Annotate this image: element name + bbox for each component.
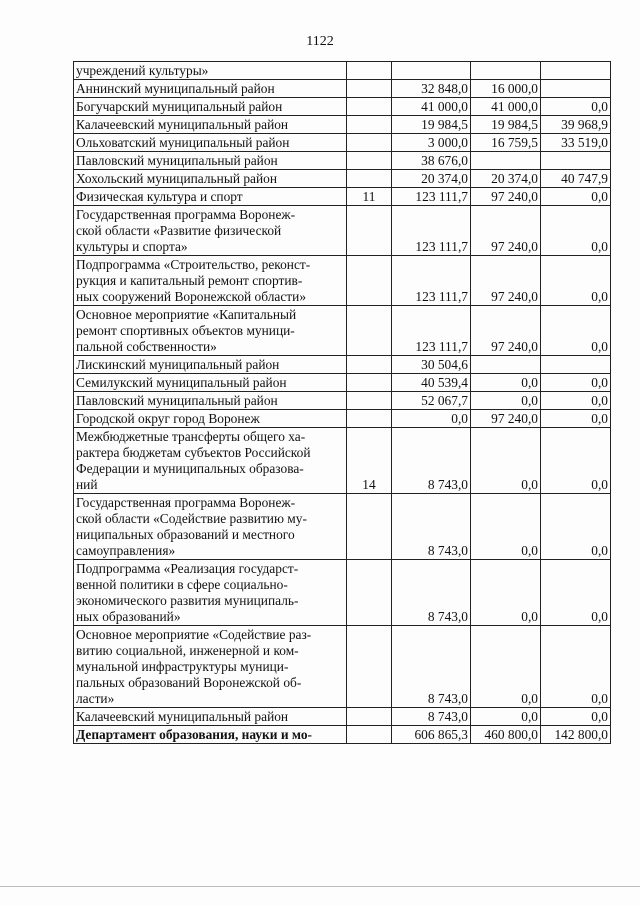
table-row xyxy=(74,188,611,206)
row-value-1-cell: 123 111,7 xyxy=(392,306,471,356)
table-row xyxy=(74,170,611,188)
row-value-3-cell: 0,0 xyxy=(541,708,611,726)
row-value-2-cell: 97 240,0 xyxy=(471,306,541,356)
row-name-cell: Калачеевский муниципальный район xyxy=(74,116,347,134)
table-row xyxy=(74,134,611,152)
row-value-3-cell xyxy=(541,356,611,374)
row-value-2-cell: 97 240,0 xyxy=(471,206,541,256)
table-row xyxy=(74,356,611,374)
table-row xyxy=(74,494,611,560)
row-code-cell xyxy=(347,356,392,374)
row-value-1-cell: 30 504,6 xyxy=(392,356,471,374)
row-value-2-cell: 0,0 xyxy=(471,494,541,560)
row-value-3-cell: 0,0 xyxy=(541,410,611,428)
row-value-1-cell: 606 865,3 xyxy=(392,726,471,744)
table-row xyxy=(74,560,611,626)
row-code-cell xyxy=(347,256,392,306)
row-value-3-cell: 0,0 xyxy=(541,626,611,708)
row-code-cell: 11 xyxy=(347,188,392,206)
row-name-cell: Подпрограмма «Реализация государст- венной политики в сфере социально- экономического развития муниципаль- ных образований» xyxy=(74,560,347,626)
row-value-3-cell xyxy=(541,152,611,170)
row-value-2-cell xyxy=(471,152,541,170)
row-value-1-cell: 19 984,5 xyxy=(392,116,471,134)
row-value-1-cell: 123 111,7 xyxy=(392,206,471,256)
row-value-1-cell: 123 111,7 xyxy=(392,256,471,306)
row-value-2-cell: 0,0 xyxy=(471,560,541,626)
row-name-cell: Государственная программа Воронеж- ской области «Содействие развитию му- ниципальных образований и местного самоуправления» xyxy=(74,494,347,560)
row-value-1-cell: 8 743,0 xyxy=(392,626,471,708)
row-name-cell: Хохольский муниципальный район xyxy=(74,170,347,188)
budget-table xyxy=(73,61,611,744)
table-row xyxy=(74,708,611,726)
row-value-3-cell: 0,0 xyxy=(541,428,611,494)
row-code-cell xyxy=(347,726,392,744)
row-code-cell xyxy=(347,62,392,80)
table-row xyxy=(74,206,611,256)
row-value-2-cell: 0,0 xyxy=(471,428,541,494)
row-value-2-cell: 16 000,0 xyxy=(471,80,541,98)
row-value-1-cell: 8 743,0 xyxy=(392,560,471,626)
row-value-2-cell: 19 984,5 xyxy=(471,116,541,134)
row-value-2-cell: 16 759,5 xyxy=(471,134,541,152)
table-row xyxy=(74,428,611,494)
row-code-cell xyxy=(347,80,392,98)
table-row xyxy=(74,98,611,116)
row-code-cell xyxy=(347,134,392,152)
row-value-3-cell: 0,0 xyxy=(541,206,611,256)
row-name-cell: Государственная программа Воронеж- ской области «Развитие физической культуры и спорта» xyxy=(74,206,347,256)
row-value-3-cell: 142 800,0 xyxy=(541,726,611,744)
table-row xyxy=(74,374,611,392)
row-value-2-cell xyxy=(471,62,541,80)
row-name-cell: Павловский муниципальный район xyxy=(74,392,347,410)
table-row xyxy=(74,410,611,428)
row-code-cell xyxy=(347,170,392,188)
row-value-1-cell: 8 743,0 xyxy=(392,494,471,560)
row-value-3-cell xyxy=(541,80,611,98)
row-code-cell xyxy=(347,626,392,708)
row-value-1-cell: 123 111,7 xyxy=(392,188,471,206)
row-name-cell: Павловский муниципальный район xyxy=(74,152,347,170)
row-code-cell xyxy=(347,410,392,428)
row-value-1-cell: 3 000,0 xyxy=(392,134,471,152)
row-code-cell xyxy=(347,306,392,356)
page-bottom-divider xyxy=(0,886,640,887)
row-code-cell xyxy=(347,374,392,392)
row-value-3-cell xyxy=(541,62,611,80)
row-value-3-cell: 0,0 xyxy=(541,188,611,206)
row-code-cell xyxy=(347,98,392,116)
row-name-cell: Городской округ город Воронеж xyxy=(74,410,347,428)
row-value-3-cell: 33 519,0 xyxy=(541,134,611,152)
row-value-1-cell xyxy=(392,62,471,80)
row-value-1-cell: 32 848,0 xyxy=(392,80,471,98)
table-row xyxy=(74,726,611,744)
table-row xyxy=(74,152,611,170)
row-name-cell: Межбюджетные трансферты общего ха- рактера бюджетам субъектов Российской Федерации и муниципальных образова- ний xyxy=(74,428,347,494)
row-value-2-cell: 97 240,0 xyxy=(471,256,541,306)
row-code-cell xyxy=(347,206,392,256)
table-row xyxy=(74,392,611,410)
row-value-1-cell: 52 067,7 xyxy=(392,392,471,410)
row-value-2-cell: 0,0 xyxy=(471,708,541,726)
row-value-3-cell: 0,0 xyxy=(541,256,611,306)
row-code-cell xyxy=(347,494,392,560)
row-value-1-cell: 40 539,4 xyxy=(392,374,471,392)
table-row xyxy=(74,256,611,306)
row-value-1-cell: 0,0 xyxy=(392,410,471,428)
row-name-cell: Семилукский муниципальный район xyxy=(74,374,347,392)
row-value-2-cell: 0,0 xyxy=(471,392,541,410)
row-code-cell xyxy=(347,116,392,134)
row-value-2-cell: 20 374,0 xyxy=(471,170,541,188)
row-name-cell: Калачеевский муниципальный район xyxy=(74,708,347,726)
table-row xyxy=(74,116,611,134)
row-name-cell: Основное мероприятие «Капитальный ремонт спортивных объектов муници- пальной собственности» xyxy=(74,306,347,356)
row-code-cell xyxy=(347,392,392,410)
row-name-cell: Аннинский муниципальный район xyxy=(74,80,347,98)
row-value-3-cell: 40 747,9 xyxy=(541,170,611,188)
row-code-cell xyxy=(347,708,392,726)
row-name-cell: Ольховатский муниципальный район xyxy=(74,134,347,152)
row-value-2-cell: 41 000,0 xyxy=(471,98,541,116)
row-value-2-cell xyxy=(471,356,541,374)
budget-table-body xyxy=(74,62,611,744)
row-name-cell: Лискинский муниципальный район xyxy=(74,356,347,374)
row-value-3-cell: 0,0 xyxy=(541,560,611,626)
row-name-cell: Подпрограмма «Строительство, реконст- рукция и капитальный ремонт спортив- ных сооружений Воронежской области» xyxy=(74,256,347,306)
row-name-cell: Богучарский муниципальный район xyxy=(74,98,347,116)
row-value-3-cell: 0,0 xyxy=(541,374,611,392)
row-name-cell: Основное мероприятие «Содействие раз- витию социальной, инженерной и ком- мунальной инфраструктуры муници- пальных образований Воронежской об- ласти» xyxy=(74,626,347,708)
row-value-2-cell: 0,0 xyxy=(471,374,541,392)
row-value-2-cell: 97 240,0 xyxy=(471,410,541,428)
row-value-3-cell: 0,0 xyxy=(541,494,611,560)
row-value-3-cell: 0,0 xyxy=(541,392,611,410)
row-name-cell: учреждений культуры» xyxy=(74,62,347,80)
table-row xyxy=(74,80,611,98)
row-name-cell: Физическая культура и спорт xyxy=(74,188,347,206)
row-value-2-cell: 460 800,0 xyxy=(471,726,541,744)
row-value-1-cell: 41 000,0 xyxy=(392,98,471,116)
row-value-3-cell: 0,0 xyxy=(541,98,611,116)
table-row xyxy=(74,62,611,80)
row-value-1-cell: 8 743,0 xyxy=(392,428,471,494)
row-value-3-cell: 39 968,9 xyxy=(541,116,611,134)
page-number: 1122 xyxy=(306,34,334,49)
row-code-cell xyxy=(347,560,392,626)
row-code-cell xyxy=(347,152,392,170)
row-value-1-cell: 38 676,0 xyxy=(392,152,471,170)
row-name-cell: Департамент образования, науки и мо- xyxy=(74,726,347,744)
row-value-1-cell: 20 374,0 xyxy=(392,170,471,188)
row-code-cell: 14 xyxy=(347,428,392,494)
row-value-2-cell: 97 240,0 xyxy=(471,188,541,206)
row-value-2-cell: 0,0 xyxy=(471,626,541,708)
table-row xyxy=(74,626,611,708)
row-value-1-cell: 8 743,0 xyxy=(392,708,471,726)
table-row xyxy=(74,306,611,356)
row-value-3-cell: 0,0 xyxy=(541,306,611,356)
